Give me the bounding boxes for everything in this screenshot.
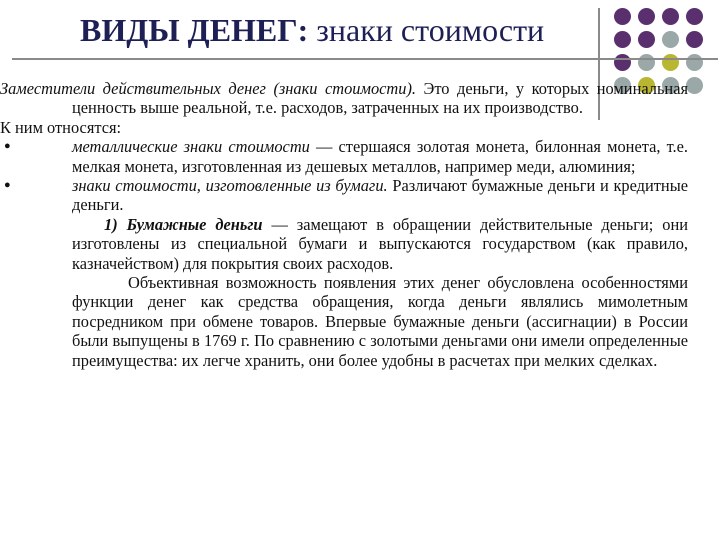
list-item-term: знаки стоимости, изготовленные из бумаги. [72, 176, 388, 196]
definition-term: Заместители действительных денег (знаки стоимости). [0, 79, 417, 98]
list-item [0, 176, 688, 215]
decor-dot [662, 8, 679, 25]
slide-title [80, 12, 544, 49]
decor-dot [686, 77, 703, 94]
decor-dot [686, 8, 703, 25]
decor-dot [662, 31, 679, 48]
list-item-term: металлические знаки стоимости [72, 137, 310, 157]
paragraph-paper-money [0, 215, 688, 273]
paragraph-definition [0, 79, 688, 118]
bullet-icon: ● [4, 140, 11, 153]
decor-dot [662, 54, 679, 71]
decor-dot [638, 54, 655, 71]
decor-dot [686, 54, 703, 71]
paragraph-intro: К ним относятся: [0, 117, 122, 137]
slide-body [0, 79, 688, 370]
decor-dot [614, 31, 631, 48]
title-bold: ВИДЫ ДЕНЕГ: [80, 12, 309, 48]
bullet-icon: ● [4, 179, 11, 192]
decor-dot [614, 8, 631, 25]
list-item-text: Различают бумажные деньги и кредитные деньги. [72, 176, 688, 215]
horizontal-divider [12, 58, 718, 60]
decor-dot [686, 31, 703, 48]
decor-dot [638, 8, 655, 25]
decor-dot [638, 31, 655, 48]
decor-dot [614, 54, 631, 71]
paragraph-history: Объективная возможность появления этих денег обусловлена особенностями функции денег как средства обращения, когда деньги являлись мимолетным посредником при обмене товаров. Впервые бумажные деньги (ассигнации) в России были выпущены в 1769 г. По сравнению с золотыми деньгами они имели определенные преимущества: их легче хранить, они более удобны в расчетах при мелких сделках. [72, 273, 688, 370]
paper-money-heading: 1) Бумажные деньги [104, 214, 263, 234]
paper-money-text: — замещают в обращении действительные деньги; они изготовлены из специальной бумаги и выпускаются государством (как правило, казначейством) для покрытия своих расходов. [72, 214, 688, 273]
list-item [0, 137, 688, 176]
title-rest: знаки стоимости [308, 12, 545, 48]
list-item-text: — стершаяся золотая монета, билонная монета, т.е. мелкая монета, изготовленная из дешевых металлов, например меди, алюминия; [72, 137, 688, 176]
definition-text: Это деньги, у которых номинальная ценность выше реальной, т.е. расходов, затраченных на их производство. [72, 79, 689, 118]
